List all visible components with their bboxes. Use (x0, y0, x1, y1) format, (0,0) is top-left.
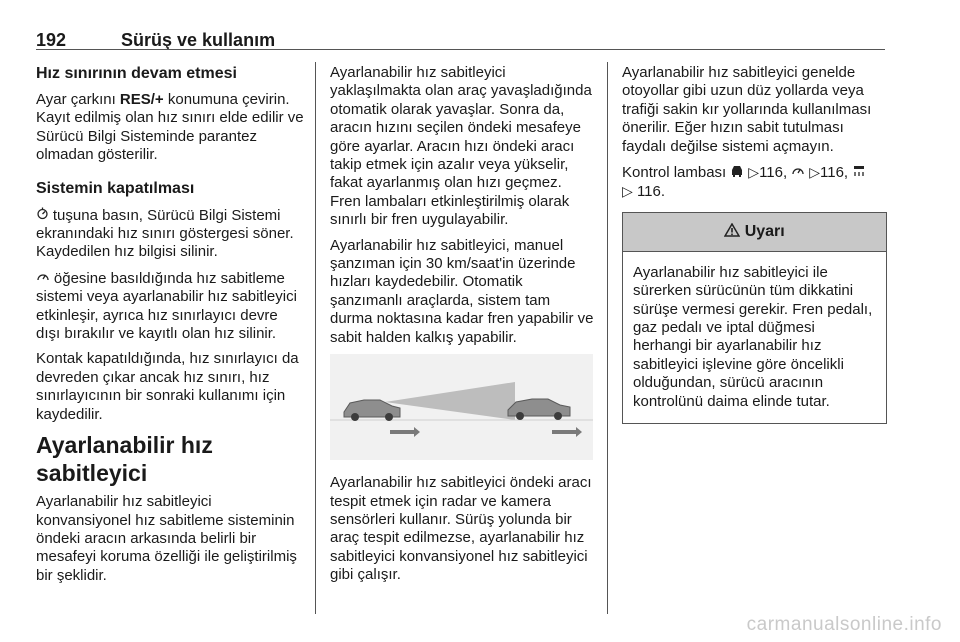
paragraph (36, 91, 306, 165)
page-reference-icon[interactable]: ▷ (748, 164, 760, 181)
page-number: 192 (36, 30, 67, 50)
section-title: Sürüş ve kullanım (121, 30, 276, 50)
adaptive-cruise-illustration (330, 354, 593, 460)
text: Ayar çarkını (36, 91, 120, 108)
adaptive-cruise-icon (852, 164, 866, 180)
speed-limiter-icon (36, 207, 53, 223)
warning-box (622, 212, 887, 424)
paragraph: Ayarlanabilir hız sabitleyici konvansiyonel hız sabitleme sisteminin öndeki aracın arkasında belirli bir mesafeyi koruma özelliği ile geliştirilmiş bir şeklidir. (36, 493, 297, 584)
cruise-control-icon (791, 164, 809, 180)
paragraph: Ayarlanabilir hız sabitleyici genelde otoyollar gibi uzun düz yollarda veya trafiği sakin kır yollarında kullanılması önerilir. Eğer hızın sabit tutulması faydalı değilse sistemi açmayın. (622, 64, 872, 155)
paragraph: Ayarlanabilir hız sabitleyici öndeki aracı tespit etmek için radar ve kamera sensörleri kullanır. Sürüş yolunda bir araç tespit edilmezse, ayarlanabilir hız sabitleyici konvansiyonel hız sabitleyici gibi çalışır. (330, 474, 592, 584)
heading-adaptive-cruise: Ayarlanabilir hız sabitleyici (36, 432, 213, 487)
paragraph: Ayarlanabilir hız sabitleyici, manuel şanzıman için 30 km/saat'in üzerinde hızları kaydedebilir. Otomatik şanzımanlı araçlarda, sistem tam durma noktasına kadar fren yapabilir ve sabit halden kalkış yapabilir. (330, 236, 594, 346)
column-divider (315, 62, 316, 614)
text: konumuna çevirin. Kayıt edilmiş olan hız sınırı elde edilir ve Sürücü Bilgi Sisteminde parantez olmadan gösterilir. (36, 91, 304, 164)
text: tuşuna basın, Sürücü Bilgi Sistemi ekranındaki hız sınırı göstergesi söner. Kaydedilen hız bilgisi silinir. (36, 206, 294, 261)
page-ref[interactable]: 116, (820, 164, 849, 182)
watermark: carmanualsonline.info (746, 614, 942, 635)
text: öğesine basıldığında hız sabitleme sistemi veya ayarlanabilir hız sabitleyici etkinleşir, ayrıca hız sınırlayıcı devre dışı bırakılır ve kayıtlı olan hız silinir. (36, 269, 297, 343)
paragraph (36, 206, 306, 262)
page-ref[interactable]: 116. (636, 183, 666, 201)
control-name: RES/+ (119, 91, 164, 108)
column-2 (330, 64, 595, 592)
paragraph: Kontak kapatıldığında, hız sınırlayıcı da devreden çıkar ancak hız sınırı, hız sınırlayıcının bir sonraki kullanımı için kaydedilir. (36, 350, 299, 423)
paragraph: Ayarlanabilir hız sabitleyici yaklaşılmakta olan araç yavaşladığında otomatik olarak yavaşlar. Sonra da, aracın hızını seçilen öndeki mesafeye göre ayarlar. Aracın hızı öndeki aracı takip etmek için azalır veya yükselir, fakat ayarlanmış olan hızı geçmez. Fren lambaları etkinleştirilmiş olarak sınırlı bir fren uygulayabilir. (330, 64, 592, 229)
paragraph (36, 269, 306, 344)
page-ref[interactable]: 116, (759, 164, 788, 182)
header-rule (36, 49, 885, 50)
warning-header (623, 213, 886, 252)
text: Kontrol lambası (622, 164, 727, 182)
cruise-control-icon (36, 270, 54, 286)
column-3 (622, 64, 887, 424)
warning-title: Uyarı (744, 222, 785, 240)
heading-resume: Hız sınırının devam etmesi (36, 65, 237, 82)
column-divider (607, 62, 608, 614)
heading-switch-off: Sistemin kapatılması (36, 179, 195, 197)
column-1 (36, 64, 306, 592)
vehicle-ahead-icon (730, 164, 748, 180)
warning-triangle-icon (724, 223, 744, 240)
warning-text: Ayarlanabilir hız sabitleyici ile sürerken sürücünün tüm dikkatini sürüşe vermesi gerekir. Fren pedalı, gaz pedalı ve iptal düğmesi herhangi bir ayarlanabilir hız sabitleyici işlevine göre öncelikli olduğundan, sürücü aracının kontrolünü daima elinde tutar. (633, 263, 873, 410)
page-reference-icon[interactable]: ▷ (622, 183, 633, 200)
paragraph (622, 163, 887, 202)
page-header (36, 30, 275, 51)
page-reference-icon[interactable]: ▷ (809, 164, 820, 181)
